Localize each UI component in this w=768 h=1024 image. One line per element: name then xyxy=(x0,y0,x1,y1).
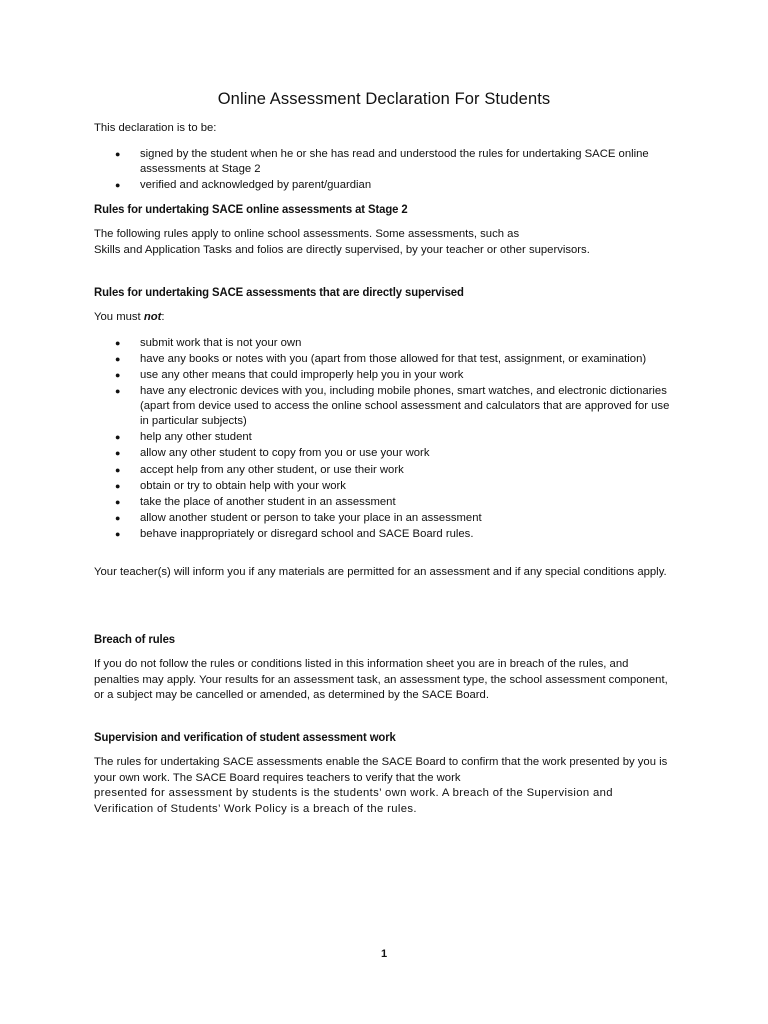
materials-note: Your teacher(s) will inform you if any materials are permitted for an assessment and if any special conditions apply. xyxy=(94,566,667,578)
intro-text: This declaration is to be: xyxy=(94,122,217,134)
section-heading-breach: Breach of rules xyxy=(94,632,175,646)
bullet-icon: ● xyxy=(115,370,121,381)
list-item: ● behave inappropriately or disregard school and SACE Board rules. xyxy=(115,527,474,540)
paragraph-line: Skills and Application Tasks and folios are directly supervised, by your teacher or other supervisors. xyxy=(94,243,590,256)
paragraph-part: The rules for undertaking SACE assessments enable the SACE Board to confirm that the work presented by you is your own work. The SACE Board requires teachers to verify that the work xyxy=(94,756,668,784)
section-heading-supervised-rules: Rules for undertaking SACE assessments that are directly supervised xyxy=(94,285,464,299)
paragraph-line: The following rules apply to online school assessments. Some assessments, such as xyxy=(94,228,520,240)
list-item: ● allow any other student to copy from you or use your work xyxy=(115,447,430,460)
bullet-icon: ● xyxy=(115,512,121,523)
list-item: ● submit work that is not your own xyxy=(115,337,302,349)
bullet-icon: ● xyxy=(115,480,121,491)
must-not-intro: You must not: xyxy=(94,311,165,323)
list-item: ● help any other student xyxy=(115,431,252,444)
bullet-icon: ● xyxy=(115,149,121,159)
list-item: ● signed by the student when he or she has read and understood the rules for undertaking SACE online assessments at Stage 2 xyxy=(115,148,649,175)
bullet-icon: ● xyxy=(115,180,121,191)
bullet-icon: ● xyxy=(115,338,121,348)
list-item: ● use any other means that could improperly help you in your work xyxy=(115,369,464,382)
section-heading-online-rules: Rules for undertaking SACE online assessments at Stage 2 xyxy=(94,202,408,216)
list-item: ● have any electronic devices with you, including mobile phones, smart watches, and electronic dictionaries (apart from device used to access the online school assessment and calculators that are approved for use in particular subjects) xyxy=(115,385,670,428)
list-item: ● allow another student or person to take your place in an assessment xyxy=(115,511,482,524)
list-item: ● verified and acknowledged by parent/guardian xyxy=(115,179,372,192)
breach-body: If you do not follow the rules or conditions listed in this information sheet you are in breach of the rules, and penalties may apply. Your results for an assessment task, an assessment type, the school assessment component, or a subject may be cancelled or amended, as determined by the SACE Board. xyxy=(94,658,668,701)
bullet-icon: ● xyxy=(115,496,121,507)
declaration-list xyxy=(94,147,674,194)
section-heading-supervision: Supervision and verification of student assessment work xyxy=(94,730,396,744)
page-number: 1 xyxy=(380,948,388,960)
list-item: ● take the place of another student in an assessment xyxy=(115,495,396,508)
supervision-body xyxy=(94,755,674,817)
bullet-icon: ● xyxy=(115,464,121,475)
bullet-icon: ● xyxy=(115,386,121,397)
bullet-icon: ● xyxy=(115,448,121,459)
list-item: ● have any books or notes with you (apart from those allowed for that test, assignment, or examination) xyxy=(115,353,647,366)
section-online-rules-body xyxy=(94,227,674,258)
bullet-icon: ● xyxy=(115,528,121,539)
bullet-icon: ● xyxy=(115,354,121,365)
paragraph-part: presented for assessment by students is the students’ own work. A breach of the Supervision and Verification of Students’ Work Policy is a breach of the rules. xyxy=(94,787,613,815)
page-title: Online Assessment Declaration For Students xyxy=(217,90,551,108)
emphasis-not: not xyxy=(143,311,162,323)
rules-list xyxy=(94,336,674,543)
list-item: ● obtain or try to obtain help with your work xyxy=(115,479,346,492)
list-item: ● accept help from any other student, or use their work xyxy=(115,463,404,476)
bullet-icon: ● xyxy=(115,432,121,443)
